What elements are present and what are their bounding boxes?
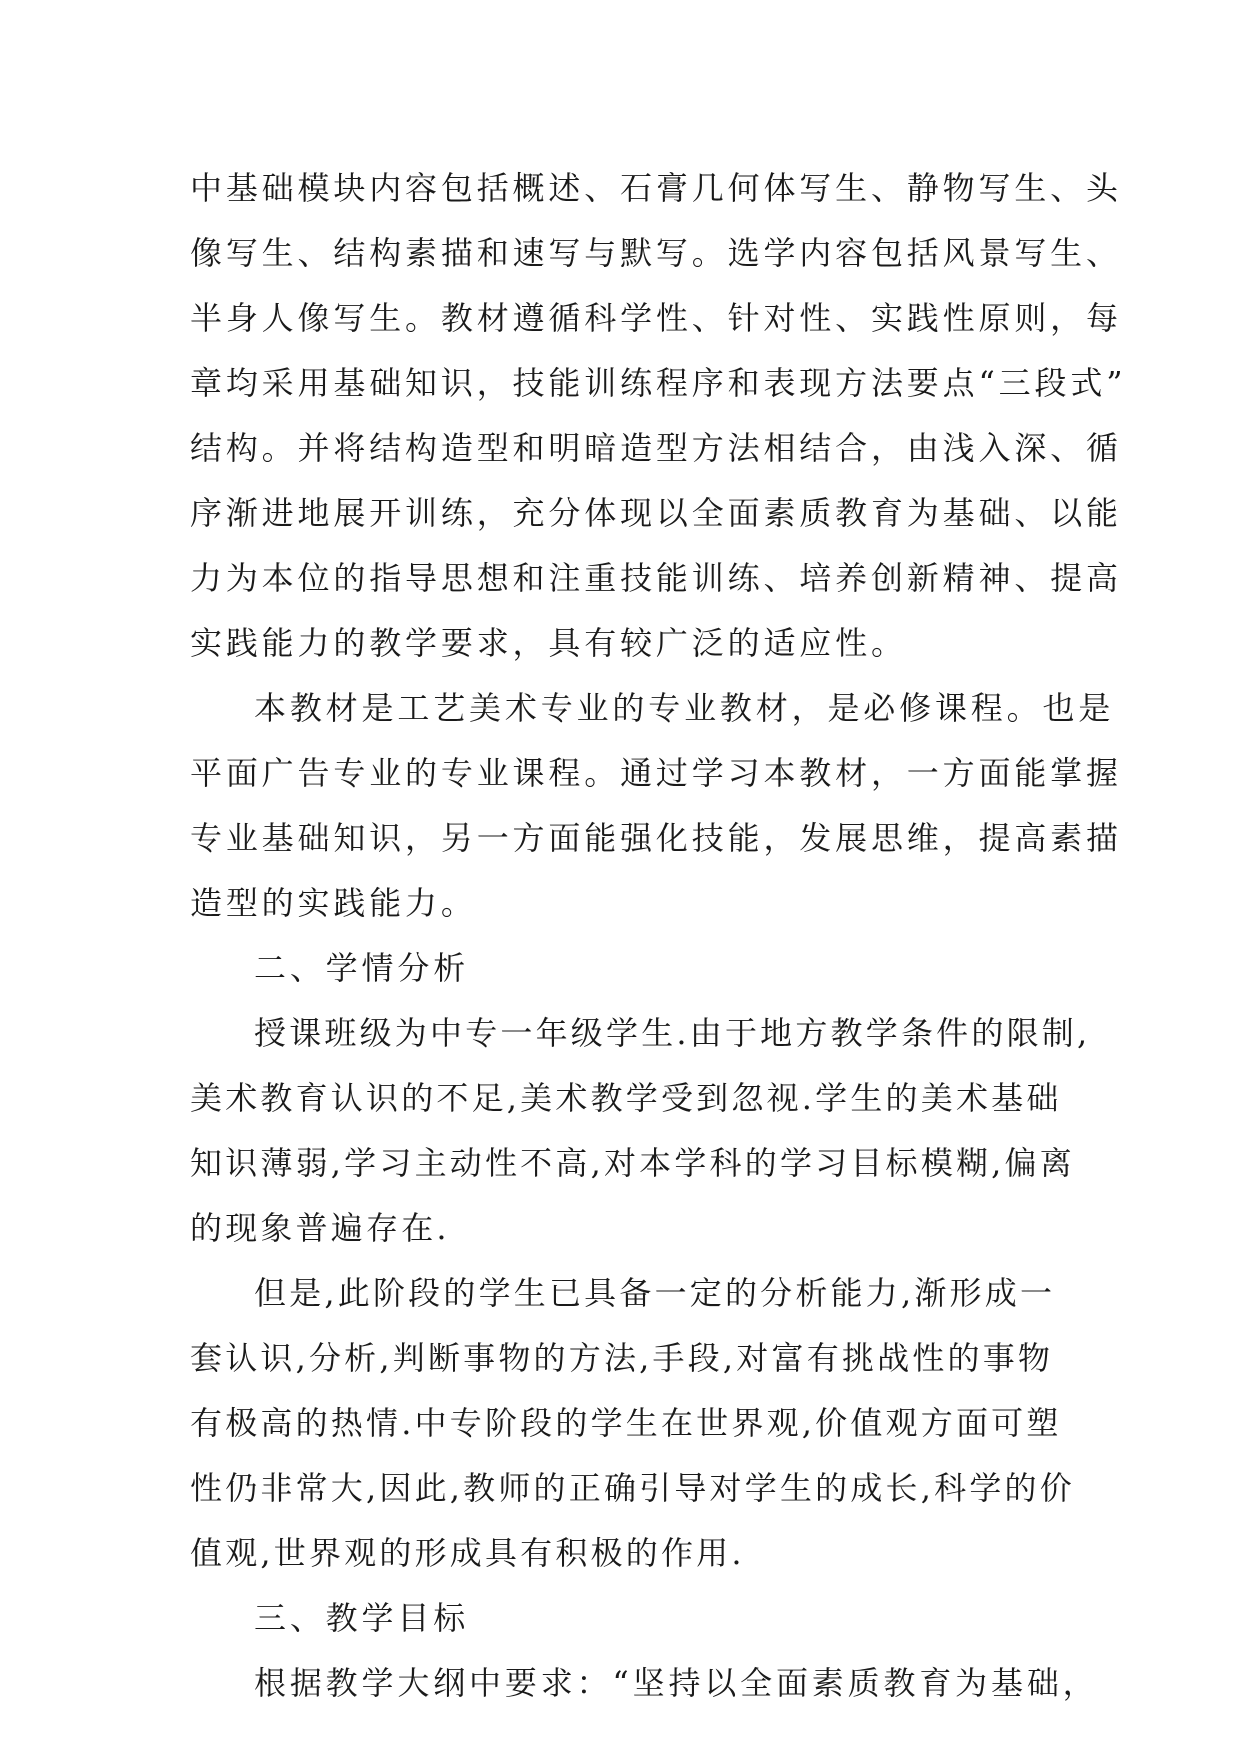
text-line: 半身人像写生。教材遵循科学性、针对性、实践性原则，每 [190,299,1122,337]
text-line: 套认识,分析,判断事物的方法,手段,对富有挑战性的事物 [190,1339,1054,1377]
text-line: 序渐进地展开训练，充分体现以全面素质教育为基础、以能 [190,494,1122,532]
text-line: 美术教育认识的不足,美术教学受到忽视.学生的美术基础 [190,1079,1062,1117]
text-line: 知识薄弱,学习主动性不高,对本学科的学习目标模糊,偏离 [190,1144,1075,1182]
text-line: 结构。并将结构造型和明暗造型方法相结合，由浅入深、循 [190,429,1122,467]
section-heading-student-analysis: 二、学情分析 [254,949,470,987]
text-line: 像写生、结构素描和速写与默写。选学内容包括风景写生、 [190,234,1122,272]
section-heading-teaching-goals: 三、教学目标 [254,1599,470,1637]
paragraph-start-line: 根据教学大纲中要求：“坚持以全面素质教育为基础， [254,1664,1099,1702]
text-line: 值观,世界观的形成具有积极的作用. [190,1534,745,1572]
text-line: 专业基础知识，另一方面能强化技能，发展思维，提高素描 [190,819,1122,857]
text-line: 平面广告专业的专业课程。通过学习本教材，一方面能掌握 [190,754,1122,792]
text-line: 中基础模块内容包括概述、石膏几何体写生、静物写生、头 [190,169,1122,207]
text-line: 造型的实践能力。 [190,884,477,922]
text-line: 有极高的热情.中专阶段的学生在世界观,价值观方面可塑 [190,1404,1062,1442]
text-line: 章均采用基础知识，技能训练程序和表现方法要点“三段式” [190,364,1127,402]
text-line: 实践能力的教学要求，具有较广泛的适应性。 [190,624,907,662]
document-body [190,156,1127,1716]
text-line: 的现象普遍存在. [190,1209,450,1247]
paragraph-start-line: 但是,此阶段的学生已具备一定的分析能力,渐形成一 [254,1274,1056,1312]
text-line: 力为本位的指导思想和注重技能训练、培养创新精神、提高 [190,559,1122,597]
text-line: 性仍非常大,因此,教师的正确引导对学生的成长,科学的价 [190,1469,1075,1507]
paragraph-start-line: 本教材是工艺美术专业的专业教材，是必修课程。也是 [254,689,1115,727]
paragraph-start-line: 授课班级为中专一年级学生.由于地方教学条件的限制, [254,1014,1091,1052]
